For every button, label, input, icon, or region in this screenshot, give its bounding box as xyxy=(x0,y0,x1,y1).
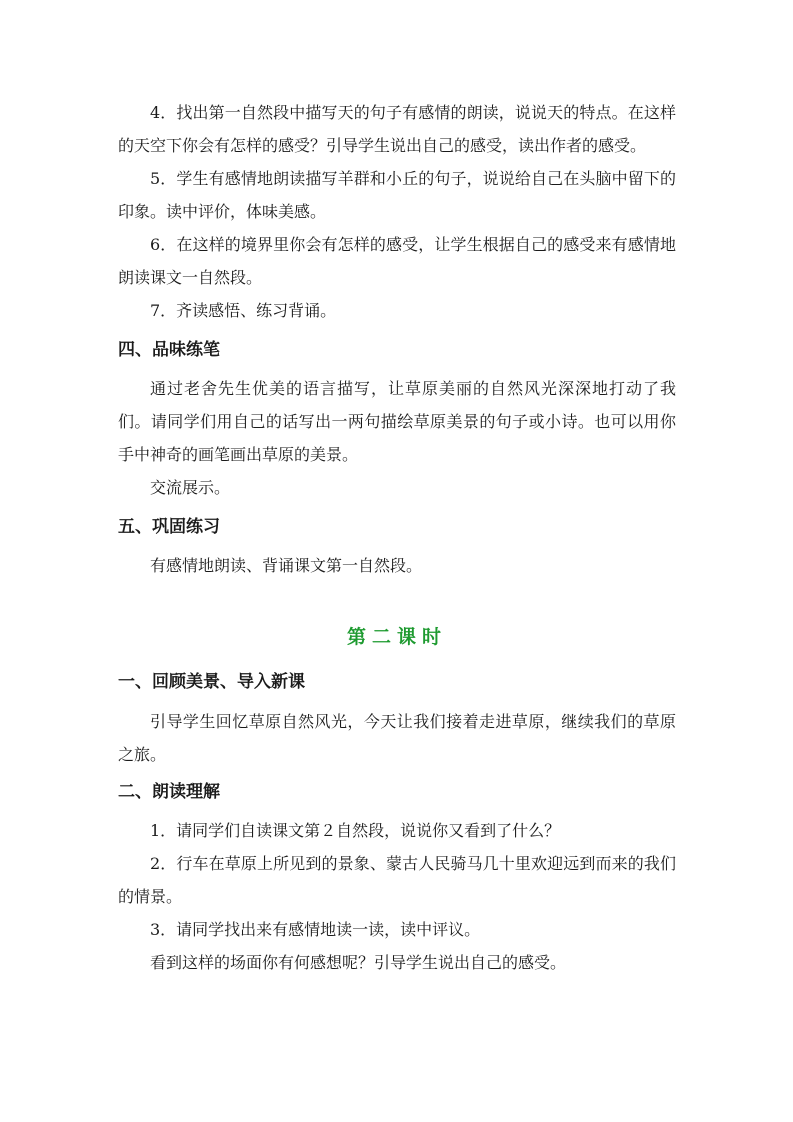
paragraph-langdu-1: 1．请同学们自读课文第２自然段，说说你又看到了什么？ xyxy=(150,821,561,840)
paragraph-langdu-2: 2．行车在草原上所见到的景象、蒙古人民骑马几十里欢迎远到而来的我们的情景。 xyxy=(118,854,676,906)
paragraph-pinwei-1: 通过老舍先生优美的语言描写，让草原美丽的自然风光深深地打动了我们。请同学们用自己的话写出一两句描绘草原美景的句子或小诗。也可以用你手中神奇的画笔画出草原的美景。 xyxy=(118,379,676,464)
lesson-title: 第二课时 xyxy=(346,626,447,648)
paragraph-langdu-3: 3．请同学找出来有感情地读一读，读中评议。 xyxy=(150,920,481,939)
paragraph-item-7: 7．齐读感悟、练习背诵。 xyxy=(150,301,337,320)
paragraph-item-6: 6．在这样的境界里你会有怎样的感受，让学生根据自己的感受来有感情地朗读课文一自然段。 xyxy=(118,235,676,287)
document-page xyxy=(118,96,676,979)
paragraph-item-5: 5．学生有感情地朗读描写羊群和小丘的句子，说说给自己在头脑中留下的印象。读中评价，体味美感。 xyxy=(118,169,676,221)
section-heading-pinwei: 四、品味练笔 xyxy=(118,340,220,360)
section-heading-huigu: 一、回顾美景、导入新课 xyxy=(118,672,305,692)
paragraph-item-4: 4．找出第一自然段中描写天的句子有感情的朗读，说说天的特点。在这样的天空下你会有怎样的感受？引导学生说出自己的感受，读出作者的感受。 xyxy=(118,103,676,155)
paragraph-huigu-1: 引导学生回忆草原自然风光，今天让我们接着走进草原，继续我们的草原之旅。 xyxy=(118,712,676,764)
paragraph-gonggu-1: 有感情地朗读、背诵课文第一自然段。 xyxy=(150,556,423,575)
paragraph-pinwei-2: 交流展示。 xyxy=(150,478,231,497)
section-heading-langdu: 二、朗读理解 xyxy=(118,782,220,802)
section-heading-gonggu: 五、巩固练习 xyxy=(118,517,220,537)
paragraph-langdu-4: 看到这样的场面你有何感想呢？引导学生说出自己的感受。 xyxy=(150,953,567,972)
